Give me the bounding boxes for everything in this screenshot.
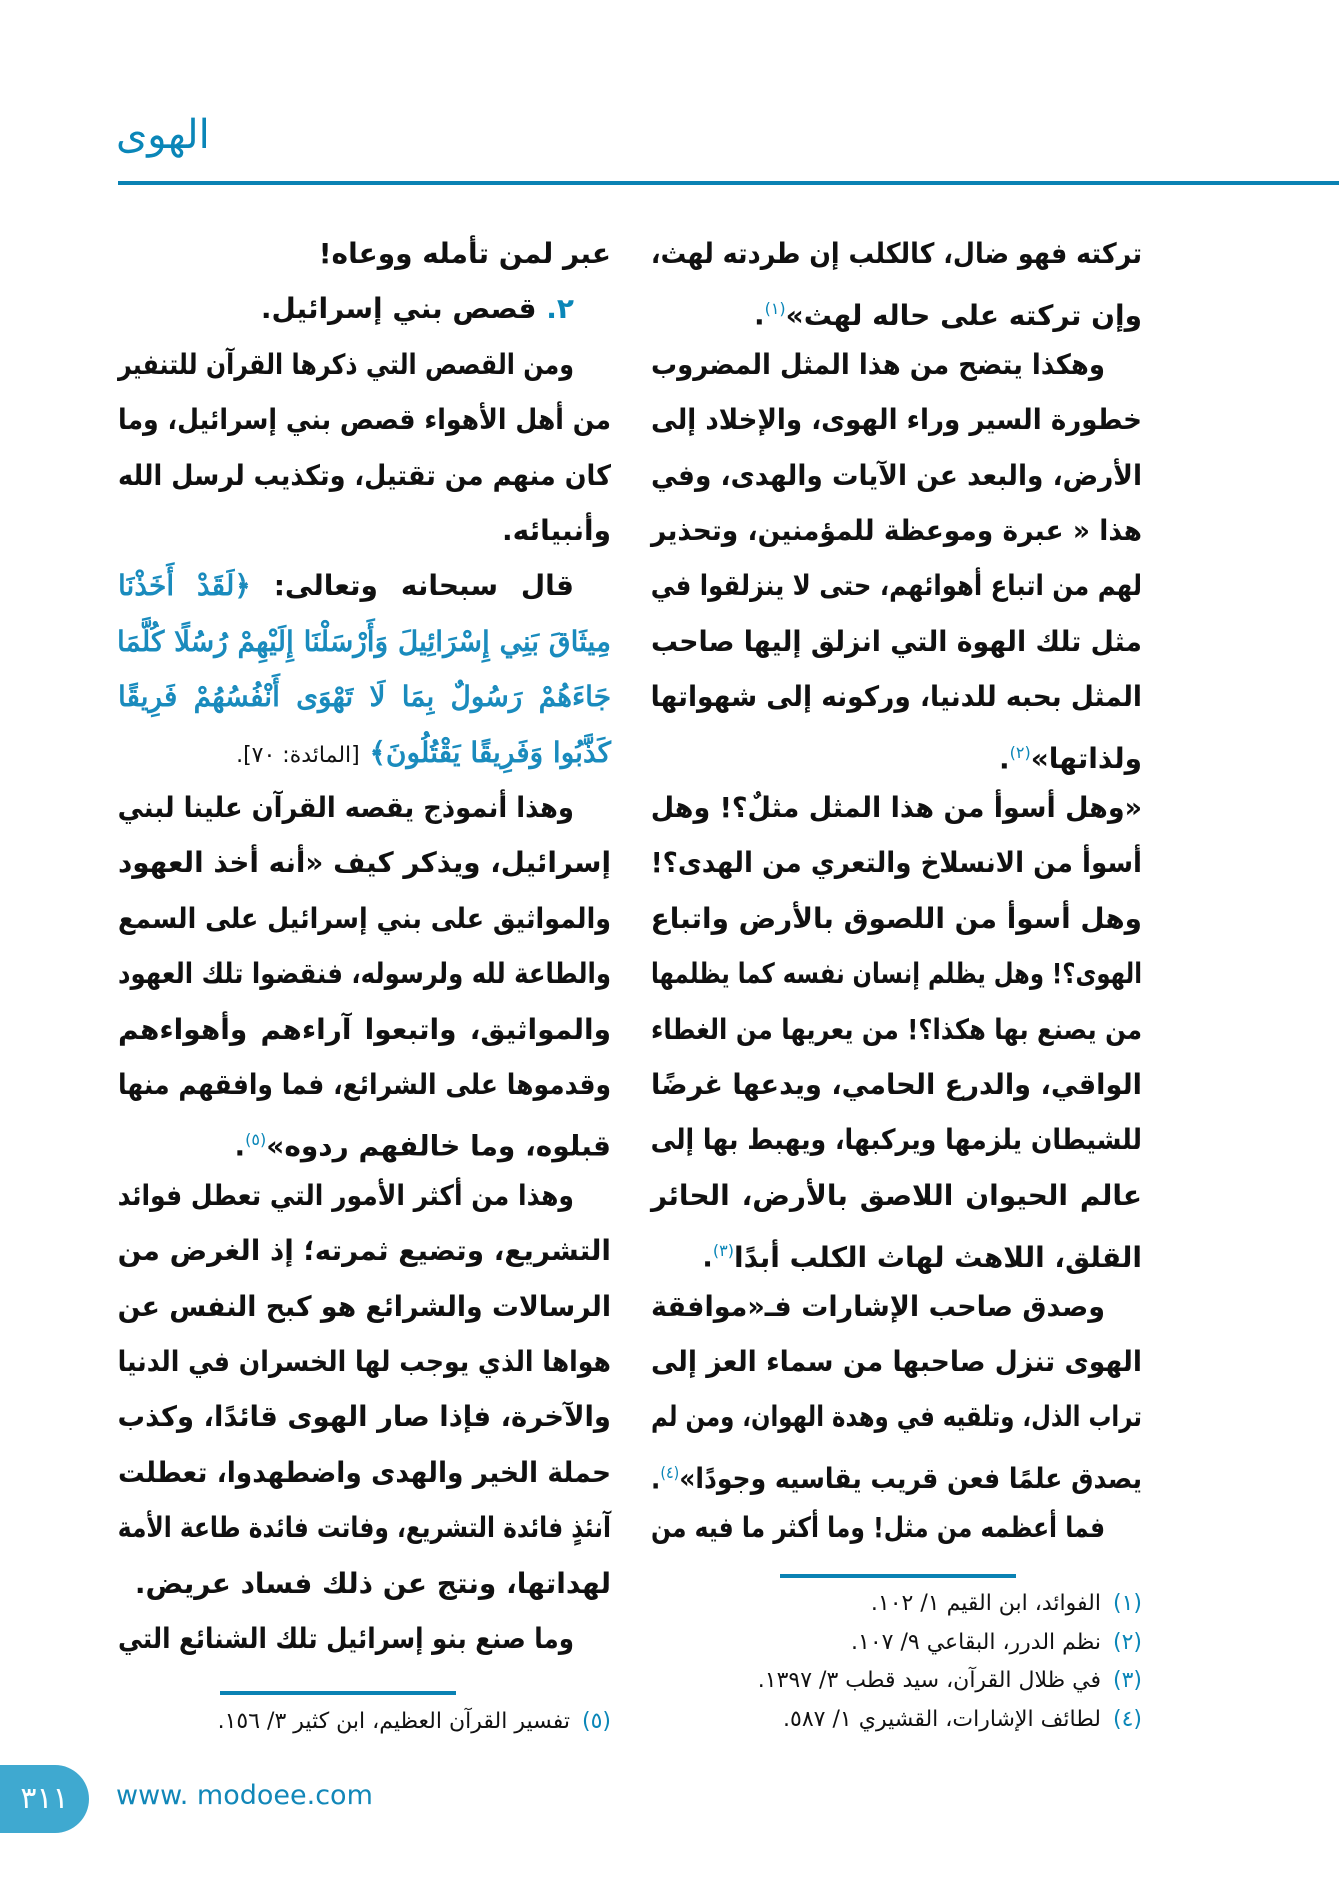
text-line: يصدق علمًا فعن قريب يقاسيه وجودًا»$^{(٤)}$.	[650, 1462, 1142, 1496]
header-divider	[118, 181, 1339, 185]
site-url[interactable]: www. modoee.com	[116, 1780, 373, 1811]
line-text: الهوى؟! وهل يظلم إنسان نفسه كما يظلمها	[650, 957, 1142, 991]
line-text: آنئذٍ فائدة التشريع، وفاتت فائدة طاعة الأمة	[117, 1511, 612, 1545]
text-line	[651, 448, 1142, 503]
footnote-text: نظم الدرر، البقاعي ٩/ ١٠٧.	[851, 1629, 1101, 1655]
text-line	[651, 503, 1142, 558]
text-line	[651, 1112, 1142, 1167]
quran-citation: [المائدة: ٧٠].	[236, 742, 360, 768]
line-text: والطاعة لله ولرسوله، فنقضوا تلك العهود	[118, 957, 611, 991]
text-line	[118, 835, 611, 890]
footnote-number: (١)	[1112, 1591, 1142, 1616]
line-text: «وهل أسوأ من هذا المثل مثلٌ؟! وهل	[650, 791, 1142, 824]
text-line	[118, 1611, 574, 1666]
footnote-text: تفسير القرآن العظيم، ابن كثير ٣/ ١٥٦.	[217, 1709, 570, 1734]
line-text: وما صنع بنو إسرائيل تلك الشنائع التي	[117, 1622, 574, 1655]
line-text: عبر لمن تأمله ووعاه!	[318, 237, 611, 270]
footnote-text: لطائف الإشارات، القشيري ١/ ٥٨٧.	[783, 1706, 1101, 1732]
footnote-ref: (٤)	[660, 1462, 680, 1482]
footnote-divider-left	[220, 1691, 456, 1695]
footnote-number: (٣)	[1112, 1668, 1142, 1693]
text-line	[118, 1223, 611, 1278]
line-text: هواها الذي يوجب لها الخسران في الدنيا	[117, 1345, 612, 1378]
quran-text: كَذَّبُوا وَفَرِيقًا يَقْتُلُونَ﴾	[369, 735, 611, 769]
text-line	[651, 392, 1142, 447]
text-line	[118, 1389, 611, 1444]
line-text: الواقي، والدرع الحامي، ويدعها غرضًا	[651, 1068, 1142, 1101]
text-line	[651, 558, 1142, 613]
line-text: من يصنع بها هكذا؟! من يعريها من الغطاء	[651, 1012, 1142, 1046]
footnote-number: (٢)	[1112, 1629, 1142, 1655]
text-line	[651, 891, 1142, 946]
text-line	[651, 1168, 1142, 1223]
footnote	[218, 1703, 611, 1741]
line-text: الرسالات والشرائع هو كبح النفس عن	[117, 1289, 611, 1323]
line-text: لهم من اتباع أهوائهم، حتى لا ينزلقوا في	[650, 569, 1142, 603]
text-line	[651, 835, 1142, 890]
text-line	[118, 448, 611, 503]
line-text: هذا « عبرة وموعظة للمؤمنين، وتحذير	[651, 514, 1142, 547]
text-line	[118, 1168, 574, 1223]
line-text: يصدق علمًا فعن قريب يقاسيه وجودًا»	[679, 1462, 1142, 1496]
text-line	[651, 946, 1142, 1001]
line-text: كان منهم من تقتيل، وتكذيب لرسل الله	[118, 458, 611, 492]
line-text: خطورة السير وراء الهوى، والإخلاد إلى	[651, 403, 1142, 437]
line-text: والآخرة، فإذا صار الهوى قائدًا، وكذب	[117, 1400, 612, 1434]
text-line	[118, 1500, 611, 1555]
line-text: التشريع، وتضيع ثمرته؛ إذ الغرض من	[117, 1234, 611, 1268]
line-text: حملة الخير والهدى واضطهدوا، تعطلت	[118, 1455, 611, 1489]
text-line	[651, 1334, 1142, 1389]
footnote-ref: (١)	[764, 299, 786, 319]
quran-line	[118, 614, 611, 669]
quran-line	[118, 558, 574, 613]
footnote-text: في ظلال القرآن، سيد قطب ٣/ ١٣٩٧.	[757, 1668, 1101, 1693]
text-line: ولذاتها»$^{(٢)}$.	[998, 741, 1142, 775]
text-line	[651, 226, 1142, 281]
line-text: إسرائيل، ويذكر كيف «أنه أخذ العهود	[118, 846, 611, 880]
footnote	[851, 1624, 1142, 1662]
quote-intro: قال سبحانه وتعالى:	[273, 569, 575, 603]
line-text: وقدموها على الشرائع، فما وافقهم منها	[118, 1068, 611, 1101]
text-line	[118, 1002, 611, 1057]
line-text: تركته فهو ضال، كالكلب إن طردته لهث،	[650, 237, 1142, 270]
line-text: وهل أسوأ من اللصوق بالأرض واتباع	[650, 901, 1142, 935]
text-line	[118, 1334, 611, 1389]
text-line	[118, 392, 611, 447]
line-text: وهكذا يتضح من هذا المثل المضروب	[651, 347, 1105, 381]
text-line	[118, 1057, 611, 1112]
line-text: مثل تلك الهوة التي انزلق إليها صاحب	[650, 624, 1142, 658]
line-text: قبلوه، وما خالفهم ردوه»	[266, 1129, 611, 1163]
footnote	[871, 1585, 1142, 1623]
footnote-ref: (٥)	[245, 1130, 267, 1150]
line-text: وصدق صاحب الإشارات فـ«موافقة	[651, 1289, 1105, 1323]
text-line	[651, 669, 1142, 724]
line-text: والمواثيق على بني إسرائيل على السمع	[118, 901, 611, 935]
text-line	[651, 1002, 1142, 1057]
text-line	[651, 1279, 1105, 1334]
text-line	[118, 337, 574, 392]
footnote	[758, 1662, 1142, 1700]
line-text: وأنبيائه.	[501, 514, 611, 547]
line-text: من أهل الأهواء قصص بني إسرائيل، وما	[118, 403, 611, 437]
line-text: الأرض، والبعد عن الآيات والهدى، وفي	[650, 458, 1142, 492]
text-line	[651, 780, 1142, 835]
line-text: المثل بحبه للدنيا، وركونه إلى شهواتها	[650, 680, 1142, 714]
text-line	[319, 226, 611, 281]
text-line	[651, 1389, 1142, 1444]
text-line	[261, 281, 574, 336]
line-text: ومن القصص التي ذكرها القرآن للتنفير	[118, 347, 574, 381]
line-text: تراب الذل، وتلقيه في وهدة الهوان، ومن لم	[651, 1400, 1142, 1434]
footnote-divider-right	[780, 1574, 1016, 1578]
line-text: فما أعظمه من مثل! وما أكثر ما فيه من	[651, 1511, 1105, 1545]
footnote-ref: (٣)	[712, 1241, 735, 1261]
text-line	[502, 503, 611, 558]
quran-text: جَاءَهُمْ رَسُولٌ بِمَا لَا تَهْوَى أَنْفُسُهُمْ فَرِيقًا	[118, 680, 611, 714]
line-text: لهداتها، ونتج عن ذلك فساد عريض.	[134, 1566, 611, 1600]
line-text: أسوأ من الانسلاخ والتعري من الهدى؟!	[650, 846, 1142, 880]
line-text: ولذاتها»	[1030, 741, 1142, 775]
footnote-ref: (٢)	[1009, 742, 1031, 762]
quran-text: ﴿لَقَدْ أَخَذْنَا	[118, 569, 251, 603]
line-text: عالم الحيوان اللاصق بالأرض، الحائر	[651, 1178, 1142, 1212]
section-number: ٢.	[546, 292, 574, 326]
footnote-text: الفوائد، ابن القيم ١/ ١٠٢.	[870, 1591, 1101, 1616]
text-line	[118, 891, 611, 946]
line-text: وهذا أنموذج يقصه القرآن علينا لبني	[117, 791, 575, 824]
quran-line	[118, 669, 611, 724]
text-line: قبلوه، وما خالفهم ردوه»$^{(٥)}$.	[234, 1129, 611, 1163]
section-heading: قصص بني إسرائيل.	[260, 292, 537, 326]
line-text: وإن تركته على حاله لهث»	[785, 298, 1142, 332]
quran-line	[236, 725, 611, 780]
page-number: ٣١١	[0, 1765, 89, 1833]
text-line	[135, 1556, 611, 1611]
chapter-title: الهوى	[116, 112, 210, 158]
footnote-number: (٤)	[1112, 1706, 1142, 1732]
line-text: القلق، اللاهث لهاث الكلب أبدًا	[734, 1240, 1142, 1274]
text-line	[651, 1500, 1105, 1555]
quran-text: مِيثَاقَ بَنِي إِسْرَائِيلَ وَأَرْسَلْنَا إِلَيْهِمْ رُسُلًا كُلَّمَا	[117, 624, 611, 658]
text-line	[118, 1445, 611, 1500]
text-line	[651, 1057, 1142, 1112]
text-line	[651, 337, 1105, 392]
text-line: وإن تركته على حاله لهث»$^{(١)}$.	[753, 298, 1142, 332]
line-text: والمواثيق، واتبعوا آراءهم وأهواءهم	[118, 1012, 611, 1046]
line-text: للشيطان يلزمها ويركبها، ويهبط بها إلى	[650, 1123, 1142, 1157]
text-line	[118, 946, 611, 1001]
text-line	[118, 780, 574, 835]
line-text: الهوى تنزل صاحبها من سماء العز إلى	[651, 1345, 1142, 1378]
footnote-number: (٥)	[581, 1709, 611, 1734]
footnote	[783, 1701, 1142, 1739]
text-line	[651, 614, 1142, 669]
line-text: وهذا من أكثر الأمور التي تعطل فوائد	[117, 1178, 574, 1212]
text-line: القلق، اللاهث لهاث الكلب أبدًا$^{(٣)}$.	[702, 1240, 1142, 1274]
text-line	[118, 1279, 611, 1334]
